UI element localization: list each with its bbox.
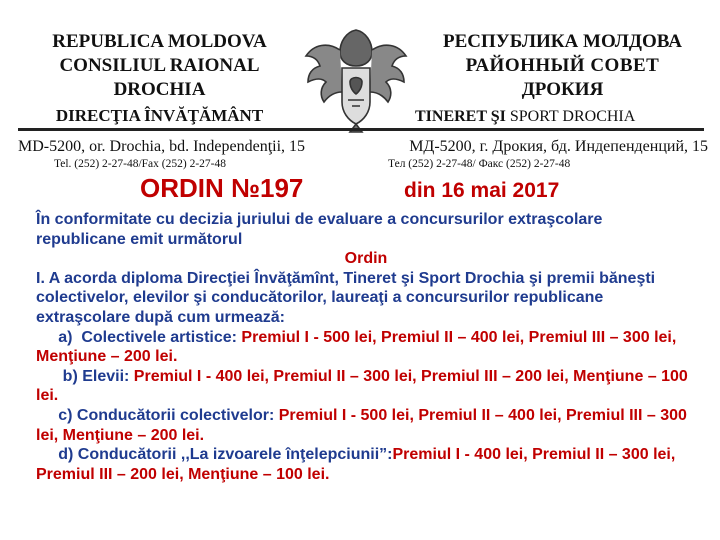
header-council-ro: CONSILIUL RAIONAL — [59, 55, 260, 76]
address-ro: MD-5200, or. Drochia, bd. Independenţii, 15 — [18, 138, 306, 155]
intro-paragraph: În conformitate cu decizia juriului de evaluare a concursurilor extraşcolare republicane emit următorul — [36, 211, 603, 248]
phone-ru: Тел (252) 2-27-48/ Факс (252) 2-27-48 — [388, 158, 571, 170]
address-right — [378, 138, 708, 171]
header-youth-label: TINERET ŞI — [415, 108, 506, 125]
clause-c — [36, 406, 696, 445]
clause-c-prizes: Premiul I - 500 lei, Premiul II – 400 lei, Premiul III – 300 lei, Menţiune – 200 lei. — [36, 406, 692, 444]
header-city-ru: ДРОКИЯ — [521, 79, 604, 100]
clause-b-prizes: Premiul I - 400 lei, Premiul II – 300 lei, Premiul III – 200 lei, Menţiune – 100 lei. — [36, 367, 693, 405]
order-date: din 16 mai 2017 — [404, 179, 560, 202]
moldova-coat-of-arms-icon — [300, 16, 412, 136]
clause-a-label: a) Colectivele artistice: — [36, 328, 242, 346]
clause-d-label: d) Conducătorii ,,La izvoarele înţelepciunii”: — [36, 446, 393, 464]
header-country-ru: РЕСПУБЛИКА МОЛДОВА — [443, 31, 682, 52]
clause-b-label: b) Elevii: — [36, 367, 134, 385]
header-sport-label: SPORT DROCHIA — [505, 108, 636, 125]
ordin-heading: Ordin — [344, 250, 388, 268]
order-title: ORDIN №197 — [140, 173, 304, 203]
header-city-ro: DROCHIA — [113, 79, 206, 100]
header-divider — [18, 128, 704, 131]
header-left — [22, 30, 297, 128]
address-ru: МД-5200, г. Дрокия, бд. Индепенденций, 15 — [409, 138, 708, 155]
clause-a-prizes: Premiul I - 500 lei, Premiul II – 400 lei, Premiul III – 300 lei, Menţiune – 200 lei. — [36, 328, 681, 366]
clause-a — [36, 328, 696, 367]
header-directorate-ro-2 — [415, 106, 635, 128]
clause-1: I. A acorda diploma Direcţiei Învăţămînt, Tineret şi Sport Drochia şi premii băneşti colectivelor, elevilor şi conducătorilor, laureaţi a concursurilor republicane extraşcolare după cum urmează: — [36, 269, 656, 326]
clause-d-prizes: Premiul I - 400 lei, Premiul II – 300 lei, Premiul III – 200 lei, Menţiune – 100 lei. — [36, 446, 680, 483]
header-directorate-ro: DIRECŢIA ÎNVĂŢĂMÂNT — [55, 106, 264, 125]
address-left — [18, 138, 358, 171]
clause-d — [36, 445, 696, 484]
header-country-ro: REPUBLICA MOLDOVA — [52, 31, 267, 52]
document-body — [36, 210, 696, 484]
clause-b — [36, 367, 696, 406]
header-right — [415, 30, 705, 125]
clause-c-label: c) Conducătorii colectivelor: — [36, 406, 279, 424]
phone-ro: Tel. (252) 2-27-48/Fax (252) 2-27-48 — [54, 158, 226, 170]
header-council-ru: РАЙОННЫЙ СОВЕТ — [465, 55, 660, 76]
